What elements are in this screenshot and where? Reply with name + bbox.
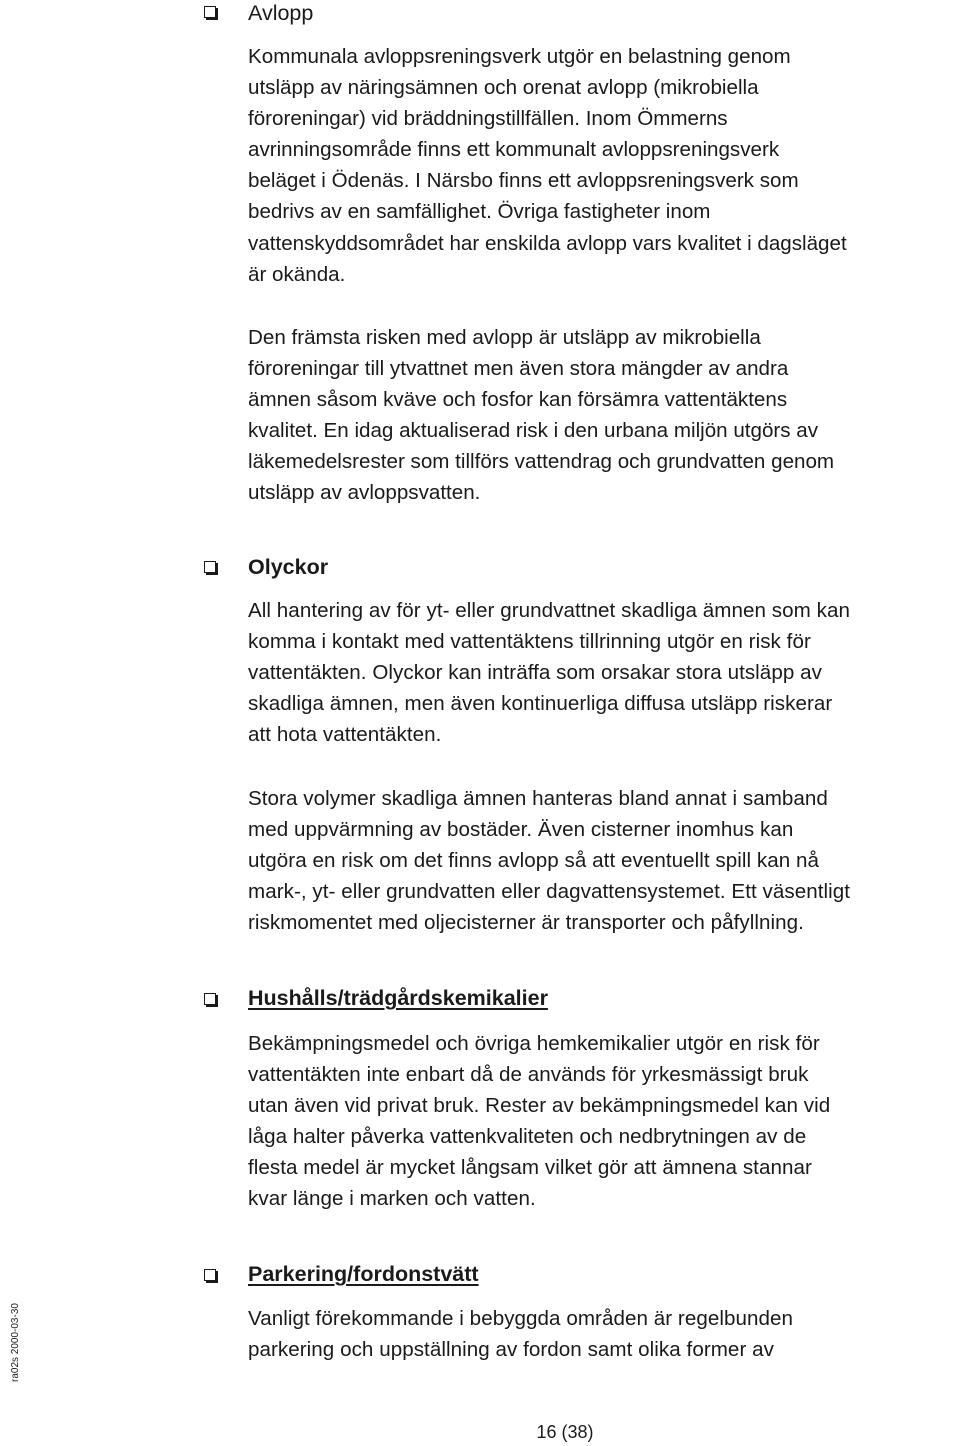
checkbox-bullet-icon bbox=[204, 561, 216, 573]
section-paragraph: Den främsta risken med avlopp är utsläpp av mikrobiella föroreningar till ytvattnet men även stora mängder av andra ämnen såsom kväve och fosfor kan försämra vattentäktens kvalitet. En idag aktualiserad risk i den urbana miljön utgörs av läkemedelsrester som tillförs vattendrag och grundvatten genom utsläpp av avloppsvatten. bbox=[248, 326, 835, 505]
section-paragraph: Bekämpningsmedel och övriga hemkemikalier utgör en risk för vattentäkten inte enbart då de används för yrkesmässigt bruk utan även vid privat bruk. Rester av bekämpningsmedel kan vid låga halter påverka vattenkvaliteten och nedbrytningen av de flesta medel är mycket långsam vilket gör att ämnena stannar kvar länge i marken och vatten. bbox=[248, 1032, 831, 1210]
document-revision-stamp: ra02s 2000-03-30 bbox=[10, 1303, 21, 1382]
section-heading: Parkering/fordonstvätt bbox=[248, 1262, 479, 1286]
section-paragraph: Vanligt förekommande i bebyggda områden är regelbunden parkering och uppställning av fordon samt olika former av bbox=[248, 1307, 793, 1361]
section-heading: Avlopp bbox=[248, 1, 314, 25]
section-paragraph: Kommunala avloppsreningsverk utgör en belastning genom utsläpp av näringsämnen och orenat avlopp (mikrobiella föroreningar) vid bräddningstillfällen. Inom Ömmerns avrinningsområde finns ett kommunalt avloppsreningsverk beläget i Ödenäs. I Närsbo finns ett avloppsreningsverk som bedrivs av en samfällighet. Övriga fastigheter inom vattenskyddsområdet har enskilda avlopp vars kvalitet i dagsläget är okända. bbox=[248, 45, 847, 286]
checkbox-bullet-icon bbox=[204, 6, 216, 18]
section-heading: Hushålls/trädgårdskemikalier bbox=[248, 986, 548, 1010]
section-heading: Olyckor bbox=[248, 555, 329, 579]
page-number: 16 (38) bbox=[536, 1422, 594, 1442]
section-paragraph: Stora volymer skadliga ämnen hanteras bland annat i samband med uppvärmning av bostäder. Även cisterner inomhus kan utgöra en risk om det finns avlopp så att eventuellt spill kan nå mark-, yt- eller grundvatten eller dagvattensystemet. Ett väsentligt riskmomentet med oljecisterner är transporter och påfyllning. bbox=[248, 787, 851, 934]
checkbox-bullet-icon bbox=[204, 1269, 216, 1281]
checkbox-bullet-icon bbox=[204, 993, 216, 1005]
section-paragraph: All hantering av för yt- eller grundvattnet skadliga ämnen som kan komma i kontakt med vattentäktens tillrinning utgör en risk för vattentäkten. Olyckor kan inträffa som orsakar stora utsläpp av skadliga ämnen, men även kontinuerliga diffusa utsläpp riskerar att hota vattentäkten. bbox=[248, 599, 850, 746]
